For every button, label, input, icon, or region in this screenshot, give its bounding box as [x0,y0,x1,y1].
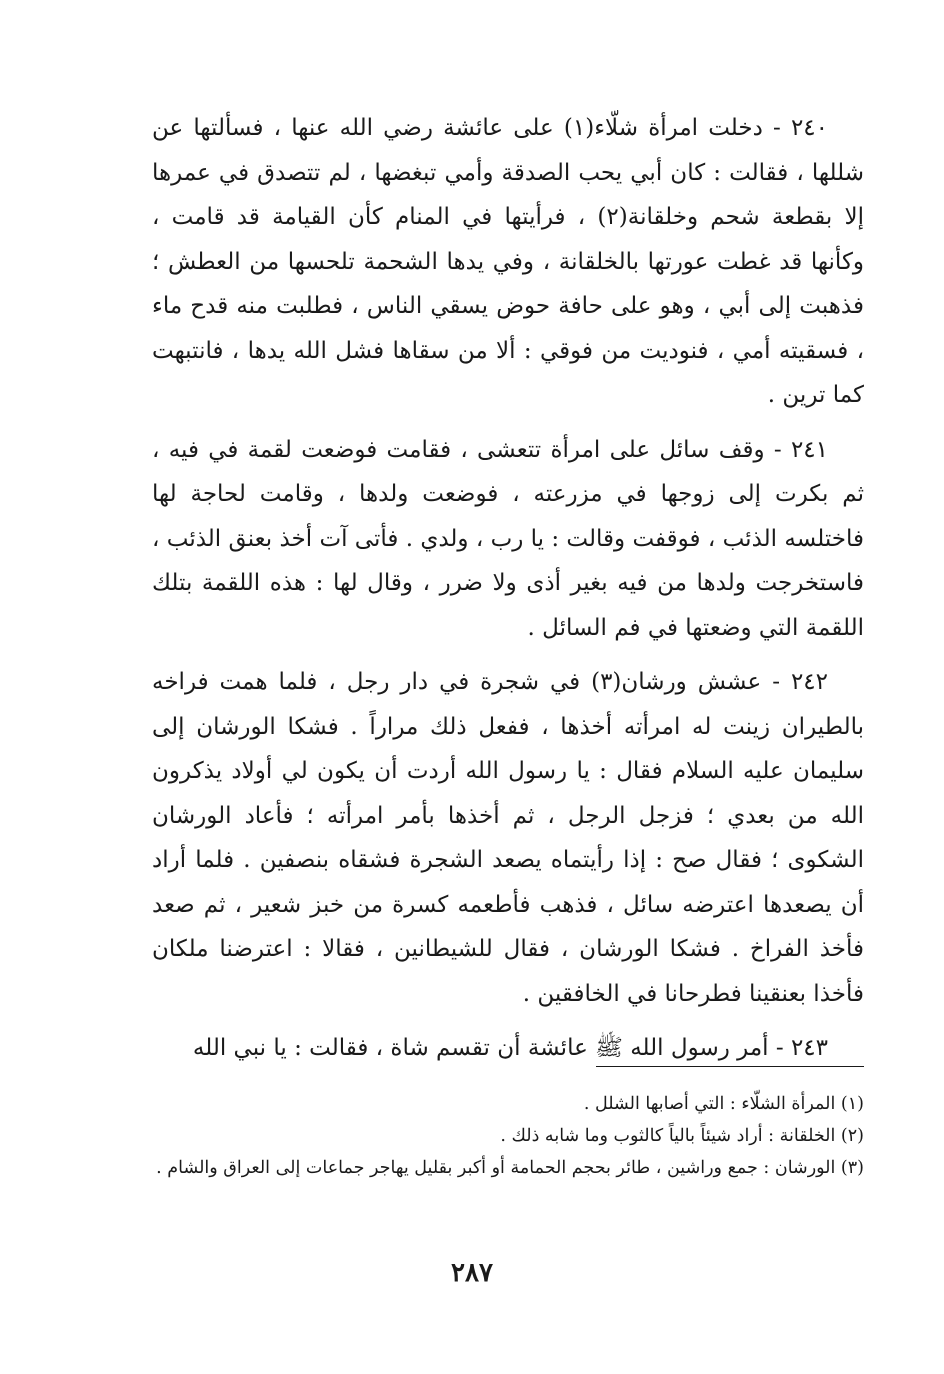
footnote-1: (١) المرأة الشلّاء : التي أصابها الشلل . [583,1094,864,1114]
paragraph-number: ٢٤١ [790,436,829,463]
paragraph-242 [152,660,864,1016]
paragraph-text: - وقف سائل على امرأة تتعشى ، فقامت فوضعت لقمة في فيه ، ثم بكرت إلى زوجها في مزرعته ، فوضعت ولدها ، وقامت لحاجة لها فاختلسه الذئب ، فوقفت وقالت : يا رب ، ولدي . فأتى آت أخذ بعنق الذئب ، فاستخرجت ولدها من فيه بغير أذى ولا ضرر ، وقال لها : هذه اللقمة بتلك اللقمة التي وضعتها في فم السائل . [152,436,864,641]
paragraph-text: - أمر رسول الله ﷺ عائشة أن تقسم شاة ، فقالت : يا نبي الله [192,1035,784,1061]
footnotes [152,1090,864,1186]
paragraph-243 [152,1026,864,1071]
footnote-2: (٢) الخلقانة : أراد شيئاً بالياً كالثوب وما شابه ذلك . [500,1126,864,1146]
paragraph-240 [152,106,864,418]
page-number: ٢٨٧ [451,1258,493,1288]
paragraph-number: ٢٤٣ [790,1035,828,1061]
paragraph-text: - عشش ورشان(٣) في شجرة في دار رجل ، فلما همت فراخه بالطيران زينت له امرأته أخذها ، ففعل ذلك مراراً . فشكا الورشان إلى سليمان عليه السلام فقال : يا رسول الله أردت أن يكون لي أولاد يذكرون الله من بعدي ؛ فزجل الرجل ، ثم أخذها بأمر امرأته ؛ فأعاد الورشان الشكوى ؛ فقال صح : إذا رأيتماه يصعد الشجرة فشقاه بنصفين . فلما أراد أن يصعدها اعترضه سائل ، فذهب فأطعمه كسرة من خبز شعير ، ثم صعد فأخذ الفراخ . فشكا الورشان ، فقال للشيطانين ، فقالا : اعترضنا ملكان فأخذا بعنقينا فطرحانا في الخافقين . [152,669,864,1007]
paragraph-241 [152,428,864,651]
paragraph-number: ٢٤٢ [790,669,828,695]
main-text [152,106,864,1081]
footnote-divider [596,1066,864,1067]
paragraph-text: - دخلت امرأة شلّاء(١) على عائشة رضي الله عنها ، فسألتها عن شللها ، فقالت : كان أبي يحب الصدقة وأمي تبغضها ، لم تتصدق في عمرها إلا بقطعة شحم وخلقانة(٢) ، فرأيتها في المنام كأن القيامة قد قامت ، وكأنها قد غطت عورتها بالخلقانة ، وفي يدها الشحمة تلحسها من العطش ؛ فذهبت إلى أبي ، وهو على حافة حوض يسقي الناس ، فطلبت منه قدح ماء ، فسقيته أمي ، فنوديت من فوقي : ألا من سقاها فشل الله يدها ، فانتبهت كما ترين . [152,115,864,408]
footnote-3: (٣) الورشان : جمع وراشين ، طائر بحجم الحمامة أو أكبر بقليل يهاجر جماعات إلى العراق والشام . [156,1158,864,1178]
paragraph-number: ٢٤٠ [790,115,829,141]
